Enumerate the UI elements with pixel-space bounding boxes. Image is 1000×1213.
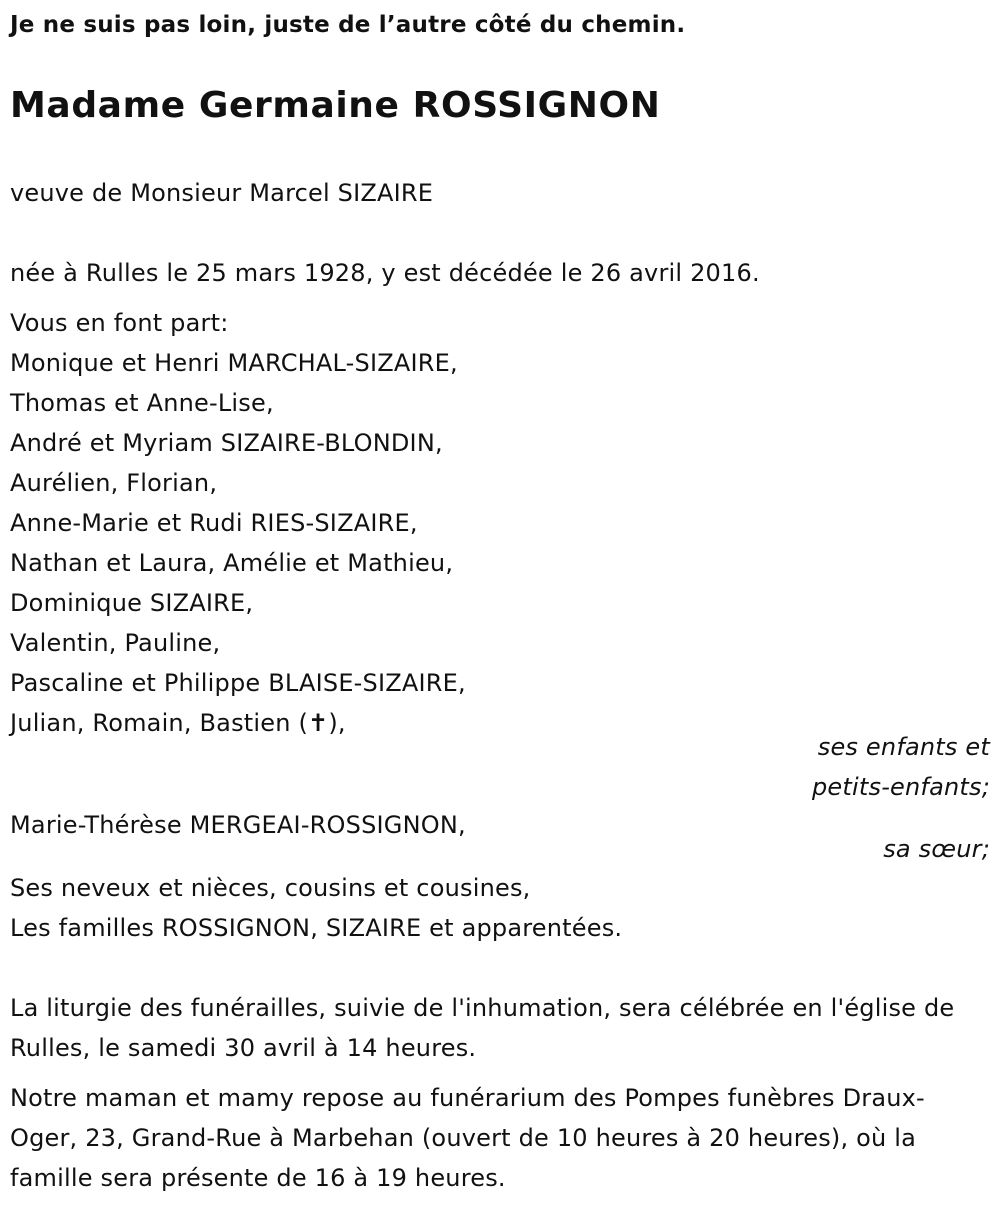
children-role-line-1: ses enfants et [817,733,990,761]
children-list-item: André et Myriam SIZAIRE-BLONDIN, [10,429,443,457]
extended-family-line: Les familles ROSSIGNON, SIZAIRE et apparentées. [10,914,623,942]
deceased-name-title: Madame Germaine ROSSIGNON [10,85,661,126]
children-role-line-2: petits-enfants; [812,773,990,801]
liturgy-paragraph: La liturgie des funérailles, suivie de l'inhumation, sera célébrée en l'église de Rulles, le samedi 30 avril à 14 heures. [10,994,955,1062]
sister-name: Marie-Thérèse MERGEAI-ROSSIGNON, [10,811,466,839]
children-list-item: Nathan et Laura, Amélie et Mathieu, [10,549,454,577]
children-list-item: Valentin, Pauline, [10,629,221,657]
children-list-item: Dominique SIZAIRE, [10,589,254,617]
widow-of-line: veuve de Monsieur Marcel SIZAIRE [10,179,434,207]
epigraph-quote: Je ne suis pas loin, juste de l’autre côté du chemin. [10,12,686,38]
children-list-item: Aurélien, Florian, [10,469,218,497]
children-list-item: Monique et Henri MARCHAL-SIZAIRE, [10,349,458,377]
birth-death-line: née à Rulles le 25 mars 1928, y est décédée le 26 avril 2016. [10,259,760,287]
children-list-item: Thomas et Anne-Lise, [10,389,274,417]
announce-intro: Vous en font part: [10,309,229,337]
viewing-paragraph: Notre maman et mamy repose au funérarium des Pompes funèbres Draux-Oger, 23, Grand-Rue à Marbehan (ouvert de 10 heures à 20 heures), où la famille sera présente de 16 à 19 heures. [10,1084,925,1192]
sister-role: sa sœur; [883,835,990,863]
children-list-item: Pascaline et Philippe BLAISE-SIZAIRE, [10,669,466,697]
extended-family-line: Ses neveux et nièces, cousins et cousines, [10,874,531,902]
children-list-item: Anne-Marie et Rudi RIES-SIZAIRE, [10,509,418,537]
children-list-item: Julian, Romain, Bastien (✝), [10,709,346,737]
